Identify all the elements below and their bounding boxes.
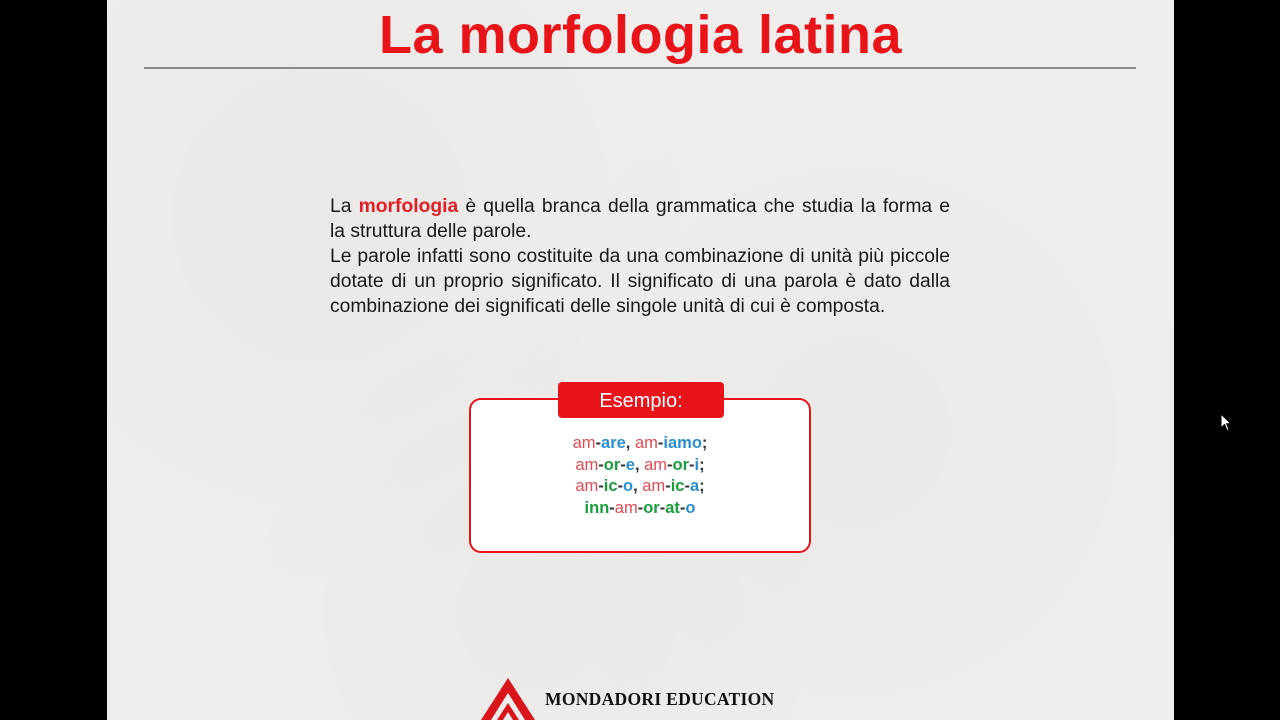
morpheme: ic (670, 477, 685, 495)
morpheme: , (625, 434, 635, 452)
morpheme: e (625, 455, 635, 474)
morpheme: or (643, 498, 660, 517)
morpheme: am (634, 434, 658, 452)
morpheme: a (689, 477, 700, 495)
paragraph-explanation: Le parole infatti sono costituite da una combinazione di unità più piccole dotate di un proprio significato. Il significato di una parola è dato dalla combinazione dei significati delle singole unità di cui è composta. (330, 246, 950, 317)
body-text (330, 194, 950, 319)
morpheme: - (595, 434, 602, 452)
morpheme: ic (603, 477, 618, 495)
morpheme: i (694, 455, 700, 474)
paragraph1-start: La (330, 196, 359, 217)
morpheme: or (672, 455, 690, 474)
morpheme: - (665, 477, 671, 495)
morpheme: o (623, 477, 634, 495)
morpheme: are (601, 434, 626, 452)
morpheme: at (665, 498, 680, 517)
morpheme: - (598, 455, 604, 474)
example-line (471, 476, 809, 498)
example-box (469, 390, 811, 553)
morpheme: - (620, 455, 626, 474)
morpheme: - (609, 498, 615, 517)
paragraph-definition (330, 194, 950, 244)
morpheme: iamo (663, 434, 702, 452)
example-label: Esempio: (558, 382, 724, 418)
highlight-morfologia: morfologia (358, 196, 459, 217)
slide-title: La morfologia latina (378, 5, 903, 65)
morpheme: am (642, 477, 666, 495)
slide (107, 0, 1174, 720)
logo-text: MONDADORI EDUCATION (545, 689, 775, 709)
morpheme: - (679, 498, 686, 517)
morpheme: am (575, 455, 599, 474)
morpheme: or (603, 455, 621, 474)
example-line (471, 498, 809, 520)
morpheme: am (614, 498, 638, 517)
morpheme: - (667, 455, 673, 474)
morpheme: - (657, 434, 664, 452)
title-divider (144, 67, 1136, 69)
morpheme: am (572, 434, 596, 452)
morpheme: - (684, 477, 690, 495)
morpheme: ; (699, 477, 705, 495)
morpheme: inn (584, 498, 610, 517)
morpheme: ; (699, 455, 705, 474)
morpheme: , (633, 477, 643, 495)
morpheme: o (685, 498, 696, 517)
example-lines (471, 433, 809, 519)
mondadori-logo-icon (477, 676, 539, 720)
morpheme: - (659, 498, 666, 517)
example-line (471, 433, 809, 455)
publisher-logo (477, 676, 817, 720)
morpheme: - (637, 498, 644, 517)
paragraph1-end: è quella branca della grammatica che studia la forma e la struttura delle parole. (330, 196, 950, 242)
morpheme: am (644, 455, 668, 474)
morpheme: , (634, 455, 645, 474)
mouse-pointer-icon (1220, 413, 1232, 433)
morpheme: - (598, 477, 604, 495)
morpheme: - (689, 455, 695, 474)
morpheme: - (617, 477, 624, 495)
morpheme: ; (701, 434, 708, 452)
morpheme: am (575, 477, 599, 495)
example-line (471, 455, 809, 477)
